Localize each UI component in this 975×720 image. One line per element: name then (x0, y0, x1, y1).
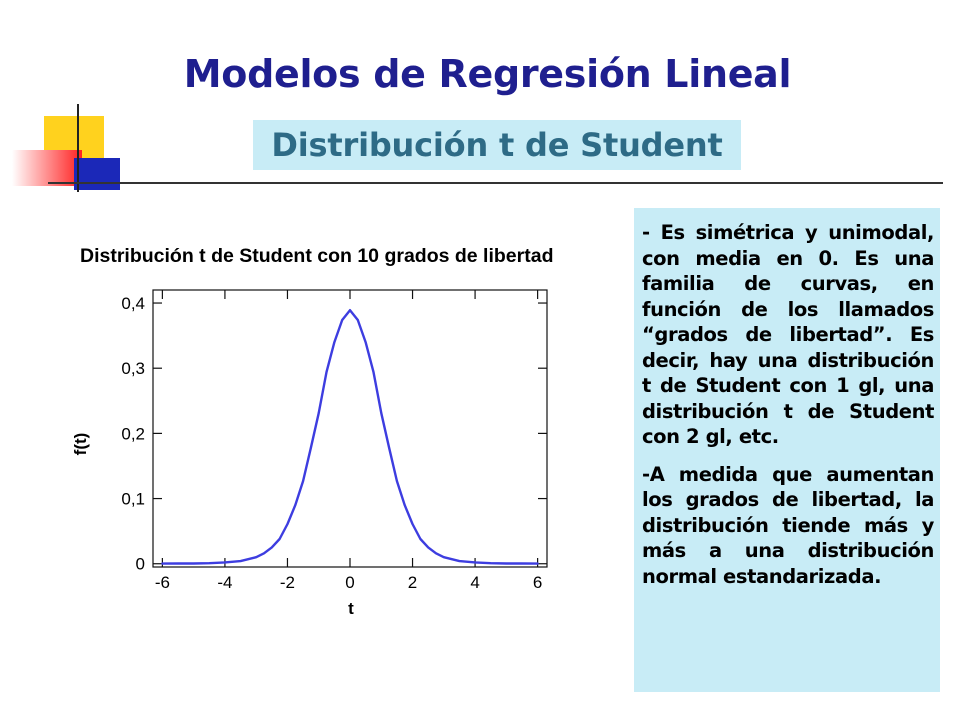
x-axis-label: t (348, 599, 354, 618)
y-tick-label: 0,3 (121, 359, 145, 379)
decor-red-gradient-bar (12, 150, 82, 186)
y-tick-label: 0,2 (121, 424, 145, 444)
y-tick-label: 0 (135, 554, 145, 574)
x-tick-label: 4 (470, 573, 480, 592)
description-box (634, 208, 940, 692)
x-tick-label: -4 (217, 573, 233, 592)
paragraph-2: -A medida que aumentan los grados de libertad, la distribución tiende más y más a una distribución normal estandarizada. (642, 462, 934, 588)
y-tick-label: 0,4 (121, 294, 145, 314)
t-distribution-chart (71, 232, 624, 624)
slide-subtitle: Distribución t de Student (253, 120, 741, 170)
x-tick-label: 2 (407, 573, 418, 592)
decor-vertical-line (77, 104, 79, 192)
density-curve (162, 310, 537, 563)
plot-frame (153, 290, 547, 567)
paragraph-1: - Es simétrica y unimodal, con media en 0. Es una familia de curvas, en función de los llamados “grados de libertad”. Es decir, hay una distribución t de Student con 1 gl, una distribución t de Student con 2 gl, etc. (642, 221, 934, 448)
x-tick-label: 6 (532, 573, 543, 592)
decor-horizontal-line (48, 182, 943, 184)
slide-title: Modelos de Regresión Lineal (183, 52, 792, 96)
decor-blue-square (74, 158, 120, 190)
x-tick-label: 0 (345, 573, 355, 592)
x-tick-label: -2 (279, 573, 296, 592)
chart-title: Distribución t de Student con 10 grados de libertad (80, 245, 554, 267)
x-tick-label: -6 (154, 573, 170, 592)
y-tick-label: 0,1 (121, 489, 145, 509)
y-axis-label: f(t) (71, 432, 90, 456)
